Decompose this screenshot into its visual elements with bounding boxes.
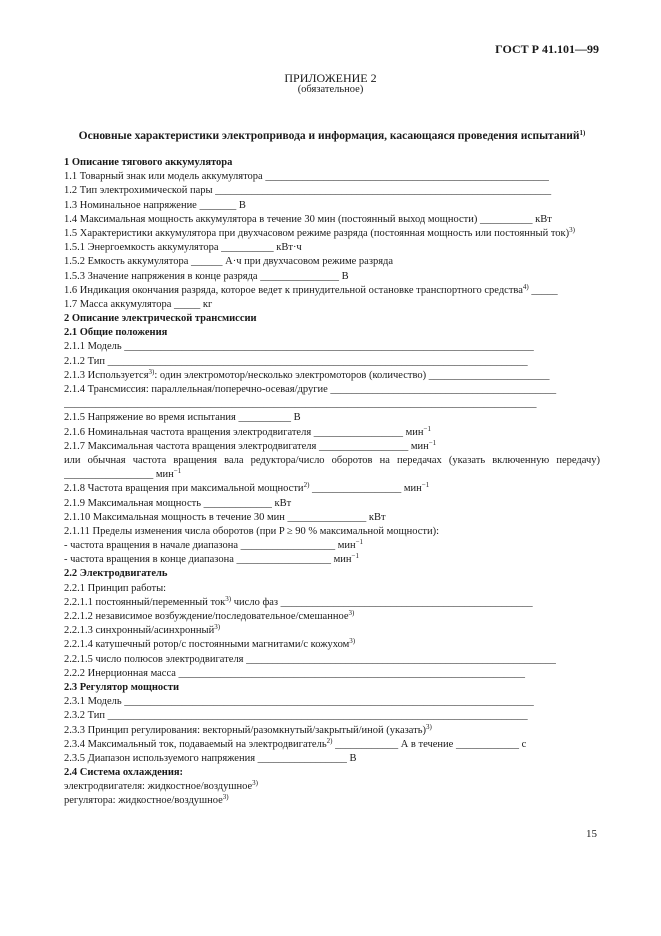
form-body <box>64 156 600 809</box>
line-text: 2.1 Общие положения <box>64 327 168 339</box>
line-text: 2.1.7 Максимальная частота вращения электродвигателя _________________ мин <box>64 440 429 452</box>
footnote-ref: 3) <box>225 595 232 603</box>
line-text: 2.3.1 Модель ______________________________________________________________________________ <box>64 696 534 708</box>
line-text: 1.1 Товарный знак или модель аккумулятора ______________________________________________________ <box>64 171 549 183</box>
footnote-ref: 3) <box>569 226 575 234</box>
line-text: 2.3.3 Принцип регулирования: векторный/разомкнутый/закрытый/иной (указать) <box>64 724 427 736</box>
form-line <box>64 752 600 766</box>
form-line <box>64 780 600 794</box>
line-text: или обычная частота вращения вала редуктора/число оборотов на передачах (указать включенную передачу) _________________ мин <box>64 454 600 481</box>
form-line <box>64 667 600 681</box>
form-line <box>64 411 600 425</box>
form-line <box>64 582 600 596</box>
appendix-title: ПРИЛОЖЕНИЕ 2 <box>284 71 377 85</box>
footnote-ref: −1 <box>423 425 431 433</box>
footnote-ref: −1 <box>173 467 182 476</box>
form-line <box>64 199 600 213</box>
footnote-ref: 3) <box>214 624 221 632</box>
footnote-ref: −1 <box>355 539 364 547</box>
line-text-continued: : один электромотор/несколько электромоторов (количество) _______________________ <box>154 369 550 381</box>
line-text: 2.2.1.1 постоянный/переменный ток <box>64 596 226 608</box>
line-text: 2.1.2 Тип ________________________________________________________________________________ <box>64 355 528 367</box>
form-line <box>64 397 600 411</box>
line-text: 1.4 Максимальная мощность аккумулятора в течение 30 мин (постоянный выход мощности) __________ кВт <box>64 213 552 225</box>
line-text: 1.6 Индикация окончания разряда, которое ведет к принудительной остановке транспортного средства <box>64 284 523 296</box>
form-line <box>64 653 600 667</box>
line-text-continued: _________________ мин <box>309 483 422 495</box>
form-line <box>64 709 600 723</box>
form-line <box>64 497 600 511</box>
line-text: 1.5.2 Емкость аккумулятора ______ А·ч при двухчасовом режиме разряда <box>64 256 394 268</box>
footnote-ref: −1 <box>351 553 359 561</box>
form-line <box>64 270 600 284</box>
form-line <box>64 440 600 454</box>
line-text: 2.1.4 Трансмиссия: параллельная/поперечно-осевая/другие ___________________________________________ <box>64 384 557 396</box>
form-line <box>64 596 600 610</box>
form-line <box>64 213 600 227</box>
section-heading <box>64 567 600 581</box>
form-line <box>64 355 600 369</box>
line-text: 2.2.1.2 независимое возбуждение/последовательное/смешанное <box>64 611 349 623</box>
form-line <box>64 624 600 638</box>
line-text: __________________________________________________________________________________________ <box>64 398 537 410</box>
form-line <box>64 610 600 624</box>
line-text: - частота вращения в конце диапазона __________________ мин <box>64 554 352 566</box>
form-line <box>64 738 600 752</box>
form-line <box>64 383 600 397</box>
footnote-ref: 3) <box>148 368 155 376</box>
form-line <box>64 638 600 652</box>
line-text: 2.1.6 Номинальная частота вращения электродвигателя _________________ мин <box>64 426 424 438</box>
line-text: 2.1.1 Модель ______________________________________________________________________________ <box>64 341 534 353</box>
line-text: 2.2.1.5 число полюсов электродвигателя ___________________________________________________________ <box>64 653 556 665</box>
section-heading <box>64 326 600 340</box>
form-line <box>64 369 600 383</box>
line-text: 2.1.9 Максимальная мощность _____________ кВт <box>64 497 292 509</box>
line-text: 2.1.3 Используется <box>64 369 149 381</box>
section-heading <box>64 156 600 170</box>
line-text: 2.1.10 Максимальная мощность в течение 30 мин _______________ кВт <box>64 511 386 523</box>
footnote-ref: −1 <box>421 482 430 490</box>
footnote-ref: 4) <box>522 283 529 291</box>
line-text: 2.3.5 Диапазон используемого напряжения _________________ В <box>64 752 357 764</box>
section-heading <box>64 766 600 780</box>
form-line <box>64 695 600 709</box>
section-heading <box>64 681 600 695</box>
line-text: 1.7 Масса аккумулятора _____ кг <box>64 298 213 310</box>
line-text: 1 Описание тягового аккумулятора <box>64 157 233 168</box>
form-line <box>64 794 600 808</box>
document-title-footnote: 1) <box>579 129 586 137</box>
form-line <box>64 298 600 312</box>
form-line <box>64 454 600 482</box>
line-text-continued: число фаз ________________________________________________ <box>231 596 533 608</box>
footnote-ref: 2) <box>303 482 310 490</box>
line-text-continued: _____ <box>528 284 558 296</box>
form-line <box>64 170 600 184</box>
line-text: 2 Описание электрической трансмиссии <box>64 313 257 325</box>
line-text: 2.4 Система охлаждения: <box>64 767 184 779</box>
footnote-ref: 3) <box>349 638 356 646</box>
page-number: 15 <box>586 828 597 840</box>
line-text: 1.2 Тип электрохимической пары ________________________________________________________________ <box>64 185 552 197</box>
line-text: 2.2.2 Инерционная масса __________________________________________________________________ <box>64 667 526 679</box>
form-line <box>64 724 600 738</box>
footnote-ref: 2) <box>326 737 333 745</box>
form-line <box>64 525 600 539</box>
standard-number: ГОСТ Р 41.101—99 <box>495 42 599 56</box>
form-line <box>64 340 600 354</box>
section-heading <box>64 312 600 326</box>
line-text-continued: ____________ А в течение ____________ с <box>332 738 527 750</box>
form-line <box>64 482 600 496</box>
line-text: 2.1.5 Напряжение во время испытания __________ В <box>64 412 301 424</box>
footnote-ref: 3) <box>426 723 432 731</box>
form-line <box>64 426 600 440</box>
form-line <box>64 511 600 525</box>
footnote-ref: 3) <box>222 794 229 802</box>
document-title <box>64 130 600 142</box>
form-line <box>64 553 600 567</box>
line-text: 2.3 Регулятор мощности <box>64 681 180 693</box>
line-text: электродвигателя: жидкостное/воздушное <box>64 781 253 793</box>
line-text: 2.2.1.3 синхронный/асинхронный <box>64 625 215 637</box>
line-text: 2.1.8 Частота вращения при максимальной мощности <box>64 483 304 495</box>
footnote-ref: −1 <box>428 439 437 447</box>
footnote-ref: 3) <box>252 780 258 788</box>
document-title-text: Основные характеристики электропривода и информация, касающаяся проведения испытаний <box>78 130 580 142</box>
line-text: - частота вращения в начале диапазона __________________ мин <box>64 540 356 552</box>
footnote-ref: 3) <box>348 610 355 618</box>
form-line <box>64 241 600 255</box>
line-text: 1.5.3 Значение напряжения в конце разряда _______________ В <box>64 270 349 282</box>
line-text: 2.3.4 Максимальный ток, подаваемый на электродвигатель <box>64 738 327 750</box>
line-text: 2.3.2 Тип ________________________________________________________________________________ <box>64 710 528 722</box>
line-text: 2.2.1 Принцип работы: <box>64 582 167 594</box>
line-text: регулятора: жидкостное/воздушное <box>64 795 223 807</box>
form-line <box>64 227 600 241</box>
form-line <box>64 539 600 553</box>
form-line <box>64 255 600 269</box>
line-text: 2.2 Электродвигатель <box>64 568 168 580</box>
line-text: 2.1.11 Пределы изменения числа оборотов (при P ≥ 90 % максимальной мощности): <box>64 525 440 537</box>
form-line <box>64 284 600 298</box>
line-text: 1.5 Характеристики аккумулятора при двухчасовом режиме разряда (постоянная мощность или постоянный ток) <box>64 227 570 239</box>
appendix-subtitle: (обязательное) <box>297 84 364 95</box>
form-line <box>64 184 600 198</box>
line-text: 1.3 Номинальное напряжение _______ В <box>64 199 246 211</box>
line-text: 2.2.1.4 катушечный ротор/с постоянными магнитами/с кожухом <box>64 639 350 651</box>
appendix-heading <box>0 72 661 96</box>
line-text: 1.5.1 Энергоемкость аккумулятора __________ кВт·ч <box>64 242 302 254</box>
